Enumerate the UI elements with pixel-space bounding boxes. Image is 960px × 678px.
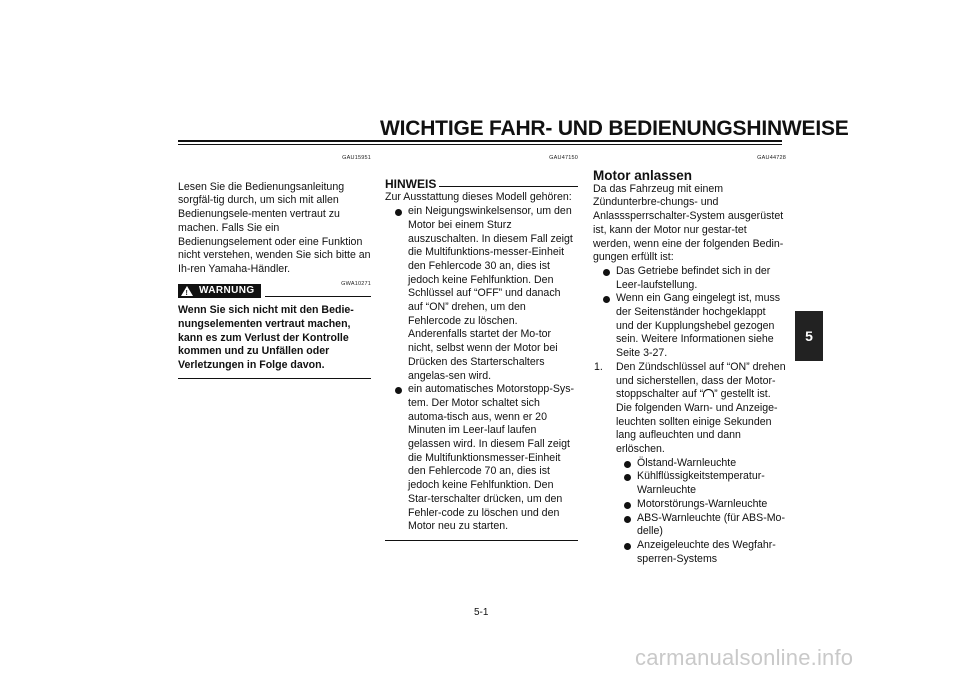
warning-label: WARNUNG xyxy=(199,284,255,296)
lamp-bullets xyxy=(616,457,786,567)
engine-run-symbol-icon xyxy=(703,389,714,397)
step-number: 1. xyxy=(594,360,603,373)
condition-bullets xyxy=(593,265,786,361)
list-item: Das Getriebe befindet sich in der Leer-laufstellung. xyxy=(593,265,786,292)
intro-paragraph: Lesen Sie die Bedienungsanleitung sorgfäl-tig durch, um sich mit allen Bedienungsele-menten vertraut zu machen. Falls Sie ein Bedienungselement oder eine Funktion nicht verstehen, wenden Sie sich bitte an Ih-ren Yamaha-Händler. xyxy=(178,180,371,275)
section-code: GAU44728 xyxy=(757,155,786,161)
warning-triangle-icon: ! xyxy=(181,286,193,296)
steps-list xyxy=(593,361,786,567)
note-bullets xyxy=(385,205,578,534)
list-item: ein Neigungswinkelsensor, um den Motor bei einem Sturz auszuschalten. In diesem Fall zeigt die Multifunktions-messer-Einheit den Fehlercode 30 an, dies ist jedoch keine Fehlfunktion. Den Schlüssel auf “OFF” und danach auf “ON” drehen, um den Fehlercode zu löschen. Anderenfalls startet der Mo-tor nicht, selbst wenn der Motor bei Drücken des Starterschalters angelas-sen wird. xyxy=(385,205,578,383)
warning-text: Wenn Sie sich nicht mit den Bedie-nungselementen vertraut machen, kann es zum Verlust der Kontrolle kommen und zu Unfällen oder Verletzungen in Folge davon. xyxy=(178,304,354,372)
section-intro: Da das Fahrzeug mit einem Zündunterbre-chungs- und Anlasssperrschalter-System ausgerüstet ist, kann der Motor nur gestar-tet werden, wenn eine der folgenden Bedin-gungen erfüllt ist: xyxy=(593,182,784,264)
list-item: Kühlflüssigkeitstemperatur-Warnleuchte xyxy=(616,470,786,497)
note-header-rule xyxy=(439,186,578,187)
list-item: Anzeigeleuchte des Wegfahr-sperren-Systems xyxy=(616,539,786,566)
column-right xyxy=(593,152,786,566)
page-title: WICHTIGE FAHR- UND BEDIENUNGSHINWEISE xyxy=(380,117,849,140)
list-item: ABS-Warnleuchte (für ABS-Mo-delle) xyxy=(616,512,786,539)
warning-header-rule xyxy=(265,296,371,297)
note-lead: Zur Ausstattung dieses Modell gehören: xyxy=(385,191,572,204)
note-label: HINWEIS xyxy=(385,176,437,191)
warning-badge xyxy=(178,284,261,298)
title-rule-thin xyxy=(178,144,782,145)
step-item xyxy=(593,361,786,567)
list-item: ein automatisches Motorstopp-Sys-tem. Der Motor schaltet sich automa-tisch aus, wenn er 20 Minuten im Leer-lauf laufen gelassen wird. In diesem Fall zeigt die Multifunktionsmesser-Einheit den Fehlercode 70 an, dies ist jedoch keine Fehlfunktion. Den Star-terschalter drücken, um den Fehler-code zu löschen und den Motor neu zu starten. xyxy=(385,383,578,534)
section-code: GAU47150 xyxy=(549,155,578,161)
step-text-b: ” gestellt ist. Die folgenden Warn- und Anzeige-leuchten sollten einige Sekunden lang aufleuchten und dann erlöschen. xyxy=(616,388,778,456)
column-middle xyxy=(385,152,578,541)
page-number: 5-1 xyxy=(474,607,489,618)
list-item: Ölstand-Warnleuchte xyxy=(616,457,786,471)
section-heading: Motor anlassen xyxy=(593,167,693,183)
warning-code: GWA10271 xyxy=(341,280,371,287)
warning-end-rule xyxy=(178,378,371,379)
title-rule xyxy=(178,140,782,142)
chapter-tab: 5 xyxy=(795,311,823,361)
note-end-rule xyxy=(385,540,578,541)
section-code: GAU15951 xyxy=(342,155,371,161)
list-item: Motorstörungs-Warnleuchte xyxy=(616,498,786,512)
step-text-a: Den Zündschlüssel auf “ON” drehen und sicherstellen, dass der Motor-stoppschalter auf “ xyxy=(616,360,786,401)
column-left xyxy=(178,152,371,379)
note-header xyxy=(385,178,578,192)
list-item: Wenn ein Gang eingelegt ist, muss der Seitenständer hochgeklappt und der Kupplungshebel gezogen sein. Weitere Informationen siehe Seite 3-27. xyxy=(593,292,786,361)
watermark: carmanualsonline.info xyxy=(635,645,854,670)
